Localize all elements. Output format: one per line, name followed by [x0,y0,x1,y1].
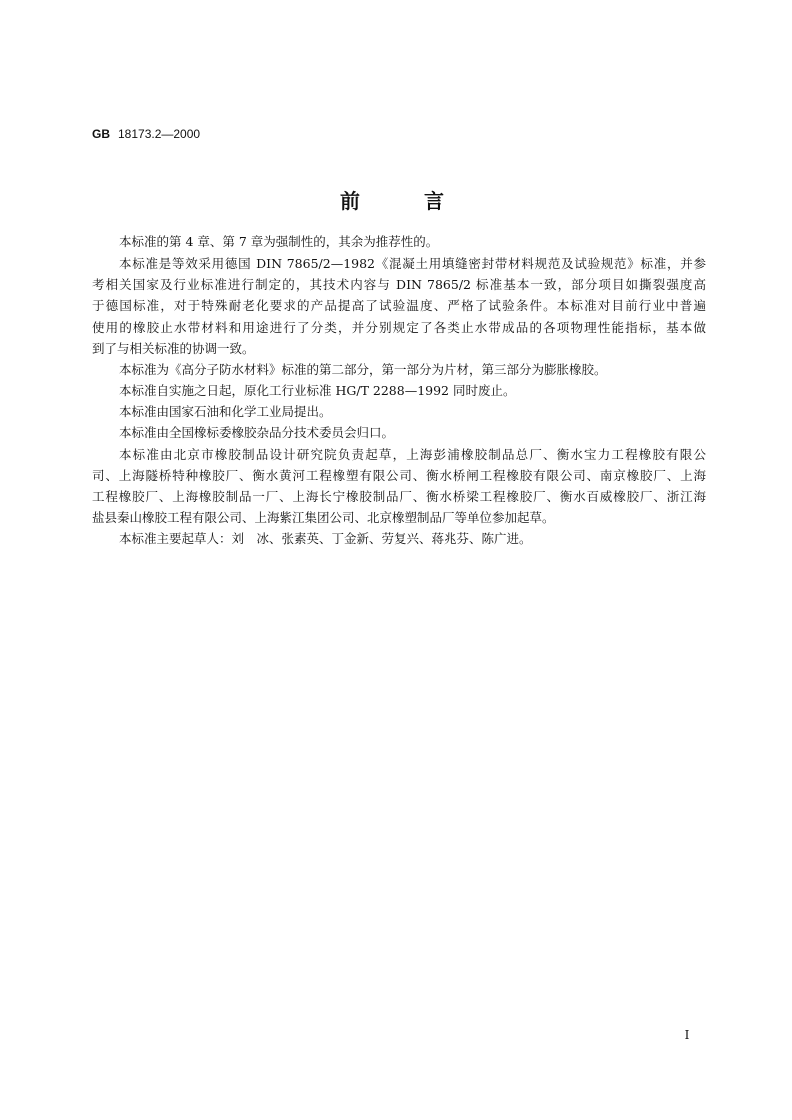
standard-code-number: 18173.2—2000 [118,127,201,141]
paragraph-line: 本标准自实施之日起，原化工行业标准 HG/T 2288—1992 同时废止。 [119,383,516,398]
paragraph-line: 盐县秦山橡胶工程有限公司、上海紫江集团公司、北京橡塑制品厂等单位参加起草。 [92,510,555,525]
paragraph-line: 工程橡胶厂、上海橡胶制品一厂、上海长宁橡胶制品厂、衡水桥梁工程橡胶厂、衡水百威橡胶厂、浙江海 [92,489,706,504]
paragraph-line: 司、上海隧桥特种橡胶厂、衡水黄河工程橡塑有限公司、衡水桥闸工程橡胶有限公司、南京橡胶厂、上海 [92,468,706,483]
standard-code-prefix: GB [92,127,110,141]
paragraph-line: 本标准主要起草人：刘 冰、张素英、丁金新、劳复兴、蒋兆芬、陈广进。 [119,531,532,546]
paragraph-line: 到了与相关标准的协调一致。 [92,341,255,356]
page-number: I [684,1028,690,1042]
page-title: 前 言 [340,189,452,213]
paragraph-line: 本标准是等效采用德国 DIN 7865/2—1982《混凝土用填缝密封带材料规范及试验规范》标准，并参 [119,256,706,271]
paragraph-line: 本标准由全国橡标委橡胶杂品分技术委员会归口。 [119,425,395,440]
paragraph-line: 使用的橡胶止水带材料和用途进行了分类，并分别规定了各类止水带成品的各项物理性能指标，基本做 [92,320,706,335]
paragraph-line: 本标准为《高分子防水材料》标准的第二部分，第一部分为片材，第三部分为膨胀橡胶。 [119,362,607,377]
paragraph-line: 考相关国家及行业标准进行制定的，其技术内容与 DIN 7865/2 标准基本一致，部分项目如撕裂强度高 [92,277,706,292]
paragraph-line: 于德国标准，对于特殊耐老化要求的产品提高了试验温度、严格了试验条件。本标准对目前行业中普遍 [92,298,706,313]
standard-code [92,125,200,143]
paragraph-line: 本标准由国家石油和化学工业局提出。 [119,404,332,419]
paragraph-line: 本标准的第 4 章、第 7 章为强制性的，其余为推荐性的。 [119,234,439,249]
paragraph-line: 本标准由北京市橡胶制品设计研究院负责起草，上海彭浦橡胶制品总厂、衡水宝力工程橡胶有限公 [119,447,706,462]
